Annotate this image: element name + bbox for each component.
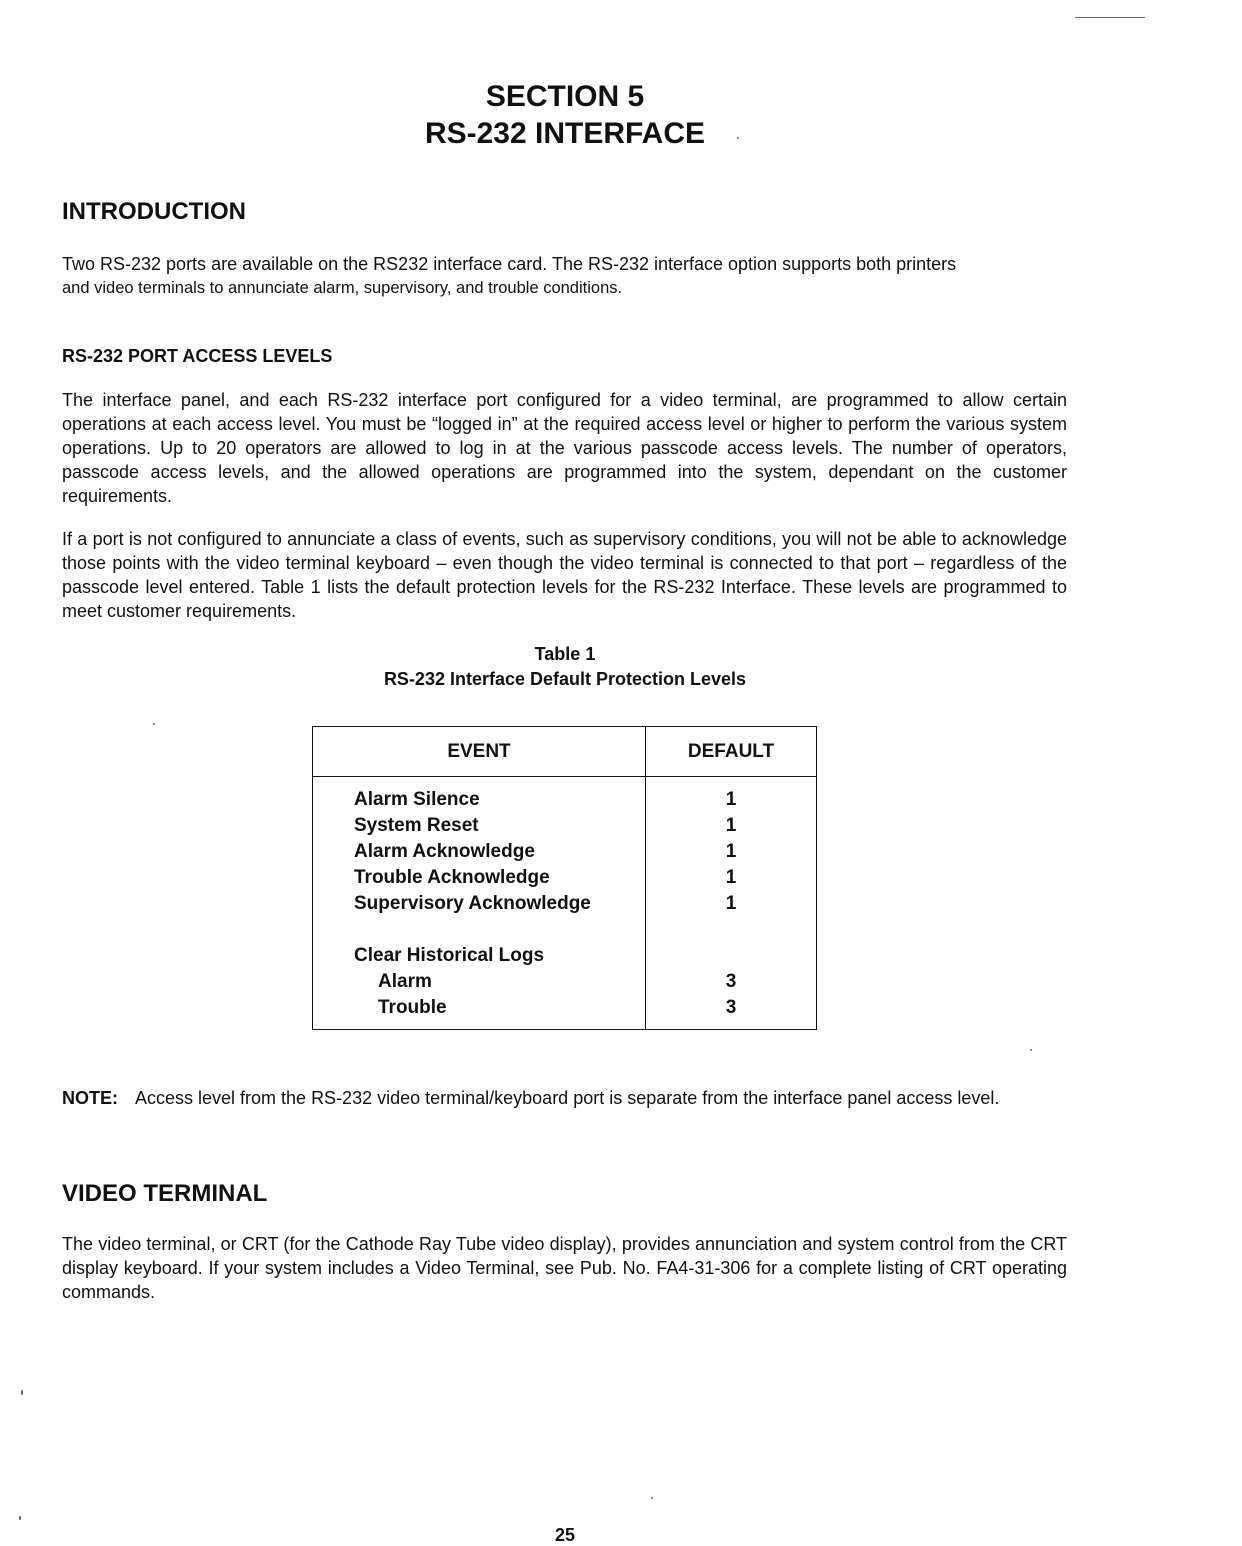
scan-mark (1075, 17, 1145, 18)
video-terminal-heading: VIDEO TERMINAL (62, 1180, 268, 1207)
note-text: Access level from the RS-232 video terminal/keyboard port is separate from the interface panel access level. (135, 1088, 1000, 1108)
event-alarm-acknowledge: Alarm Acknowledge (354, 841, 535, 862)
access-levels-paragraph-1: The interface panel, and each RS-232 interface port configured for a video terminal, are programmed to allow certain operations at each access level. You must be “logged in” at the required access level or higher to perform the various system operations. Up to 20 operators are allowed to log in at the various passcode access levels. The number of operators, passcode access levels, and the allowed operations are programmed into the system, dependant on the customer requirements. (62, 390, 1067, 506)
page-title: RS-232 INTERFACE (424, 117, 706, 150)
event-group-clear-historical-logs: Clear Historical Logs (354, 945, 545, 966)
table-number: Table 1 (534, 644, 596, 664)
table-caption (0, 642, 1130, 692)
event-supervisory-acknowledge: Supervisory Acknowledge (354, 893, 591, 914)
event-column (313, 777, 646, 1030)
table-body-row (313, 777, 817, 1030)
column-header-default: DEFAULT (646, 727, 817, 777)
table-header-row (313, 727, 817, 777)
note-label: NOTE: (62, 1088, 118, 1108)
table-title: RS-232 Interface Default Protection Levels (383, 669, 747, 689)
introduction-heading: INTRODUCTION (62, 198, 246, 225)
event-alarm-silence: Alarm Silence (354, 789, 480, 810)
value-log-alarm: 3 (725, 971, 737, 992)
event-trouble-acknowledge: Trouble Acknowledge (354, 867, 550, 888)
event-log-alarm: Alarm (378, 971, 432, 992)
access-levels-heading: RS-232 PORT ACCESS LEVELS (62, 346, 333, 366)
value-system-reset: 1 (725, 815, 737, 836)
value-alarm-acknowledge: 1 (725, 841, 737, 862)
scan-mark (153, 723, 155, 725)
scan-mark (651, 1497, 653, 1499)
value-trouble-acknowledge: 1 (725, 867, 737, 888)
scan-mark (21, 1390, 23, 1395)
access-levels-paragraph-2: If a port is not configured to annunciate a class of events, such as supervisory conditions, you will not be able to acknowledge those points with the video terminal keyboard – even though the video terminal is connected to that port – regardless of the passcode level entered. Table 1 lists the default protection levels for the RS-232 Interface. These levels are programmed to meet customer requirements. (62, 529, 1067, 621)
value-log-trouble: 3 (725, 997, 737, 1018)
video-terminal-paragraph: The video terminal, or CRT (for the Cathode Ray Tube video display), provides annunciation and system control from the CRT display keyboard. If your system includes a Video Terminal, see Pub. No. FA4-31-306 for a complete listing of CRT operating commands. (62, 1234, 1067, 1302)
column-header-event: EVENT (313, 727, 646, 777)
value-supervisory-acknowledge: 1 (725, 893, 737, 914)
event-log-trouble: Trouble (378, 997, 447, 1018)
introduction-line-2: and video terminals to annunciate alarm, supervisory, and trouble conditions. (62, 279, 623, 297)
scan-mark (19, 1516, 21, 1520)
default-column (646, 777, 817, 1030)
protection-levels-table (312, 726, 817, 1030)
event-system-reset: System Reset (354, 815, 479, 836)
value-alarm-silence: 1 (725, 789, 737, 810)
scan-mark (737, 137, 739, 139)
section-title (0, 78, 1130, 152)
introduction-line-1: Two RS-232 ports are available on the RS232 interface card. The RS-232 interface option supports both printers (62, 254, 957, 274)
section-number: SECTION 5 (485, 80, 645, 113)
scan-mark (1030, 1049, 1032, 1051)
page-number: 25 (554, 1525, 576, 1545)
